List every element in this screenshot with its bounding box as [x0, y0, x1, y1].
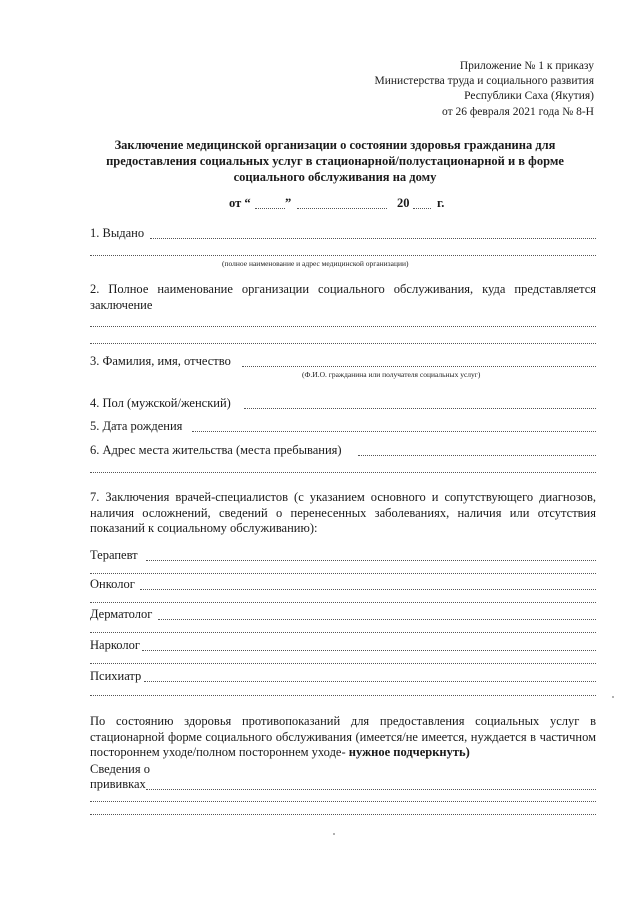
address-field-line-2[interactable]	[90, 472, 596, 473]
org-field-line-1[interactable]	[90, 326, 596, 327]
org-label: 2. Полное наименование организации социального обслуживания, куда представляется заключение	[90, 282, 596, 312]
doctor-dermatologist-label: Дерматолог	[90, 607, 153, 621]
header-line-1: Приложение № 1 к приказу	[459, 60, 594, 72]
doctor-narcologist-label: Нарколог	[90, 638, 140, 652]
doctor-oncologist-field[interactable]	[140, 589, 596, 590]
vaccinations-label-line-2: прививках	[90, 777, 146, 791]
doctor-oncologist-field-line-2[interactable]	[90, 602, 596, 603]
name-field[interactable]	[242, 366, 596, 367]
doctor-psychiatrist-label: Психиатр	[90, 669, 142, 683]
doctor-therapist-field-line-2[interactable]	[90, 573, 596, 574]
doctor-narcologist-field-line-2[interactable]	[90, 663, 596, 664]
sex-field[interactable]	[244, 408, 596, 409]
specialists-label: 7. Заключения врачей-специалистов (с указанием основного и сопутствующего диагнозов, наличия осложнений, сведений о перенесенных заболеваниях, наличия или отсутствия показаний к социальному обслуживанию):	[90, 490, 596, 535]
address-field[interactable]	[358, 455, 596, 456]
issued-label: 1. Выдано	[90, 226, 145, 240]
contraindications-emphasis: нужное подчеркнуть)	[348, 745, 470, 759]
date-day-blank[interactable]	[255, 208, 285, 209]
address-label: 6. Адрес места жительства (места пребывания)	[90, 443, 342, 457]
date-year-blank[interactable]	[413, 208, 431, 209]
header-line-3: Республики Саха (Якутия)	[464, 90, 594, 102]
date-year-suffix: г.	[437, 196, 445, 210]
birth-field[interactable]	[192, 431, 596, 432]
date-prefix: от “	[229, 196, 251, 210]
date-month-blank[interactable]	[297, 208, 387, 209]
issued-field[interactable]	[150, 238, 596, 239]
sex-label: 4. Пол (мужской/женский)	[90, 396, 231, 410]
issued-caption: (полное наименование и адрес медицинской организации)	[222, 259, 409, 268]
header-line-4: от 26 февраля 2021 года № 8-Н	[441, 106, 594, 118]
vaccinations-label-line-1: Сведения о	[90, 762, 150, 776]
name-caption: (Ф.И.О. гражданина или получателя социальных услуг)	[302, 370, 481, 379]
date-year-prefix: 20	[397, 196, 410, 210]
name-label: 3. Фамилия, имя, отчество	[90, 354, 231, 368]
doctor-dermatologist-field-line-2[interactable]	[90, 632, 596, 633]
doctor-psychiatrist-field-line-2[interactable]	[90, 695, 596, 696]
doctor-psychiatrist-field[interactable]	[144, 681, 596, 682]
doctor-therapist-field[interactable]	[146, 560, 596, 561]
vaccinations-field-line-3[interactable]	[90, 814, 596, 815]
contraindications-body: По состоянию здоровья противопоказаний для предоставления социальных услуг в стационарной форме социального обслуживания (имеется/не имеется, нуждается в частичном постороннем уходе/полном постороннем уходе-	[90, 714, 596, 759]
doctor-dermatologist-field[interactable]	[158, 619, 596, 620]
doctor-narcologist-field[interactable]	[142, 650, 596, 651]
document-title: Заключение медицинской организации о состоянии здоровья гражданина для предоставления социальных услуг в стационарной/полустационарной и в форме социального обслуживания на дому	[106, 138, 564, 184]
header-line-2: Министерства труда и социального развития	[374, 75, 594, 87]
vaccinations-field-line-2[interactable]	[90, 801, 596, 802]
birth-label: 5. Дата рождения	[90, 419, 183, 433]
scan-speck	[612, 696, 614, 698]
doctor-therapist-label: Терапевт	[90, 548, 138, 562]
vaccinations-field[interactable]	[146, 789, 596, 790]
org-field-line-2[interactable]	[90, 343, 596, 344]
date-quote-close: ”	[285, 196, 292, 210]
issued-field-line-2[interactable]	[90, 255, 596, 256]
contraindications-text	[90, 714, 596, 761]
doctor-oncologist-label: Онколог	[90, 577, 135, 591]
scan-speck	[333, 833, 335, 835]
